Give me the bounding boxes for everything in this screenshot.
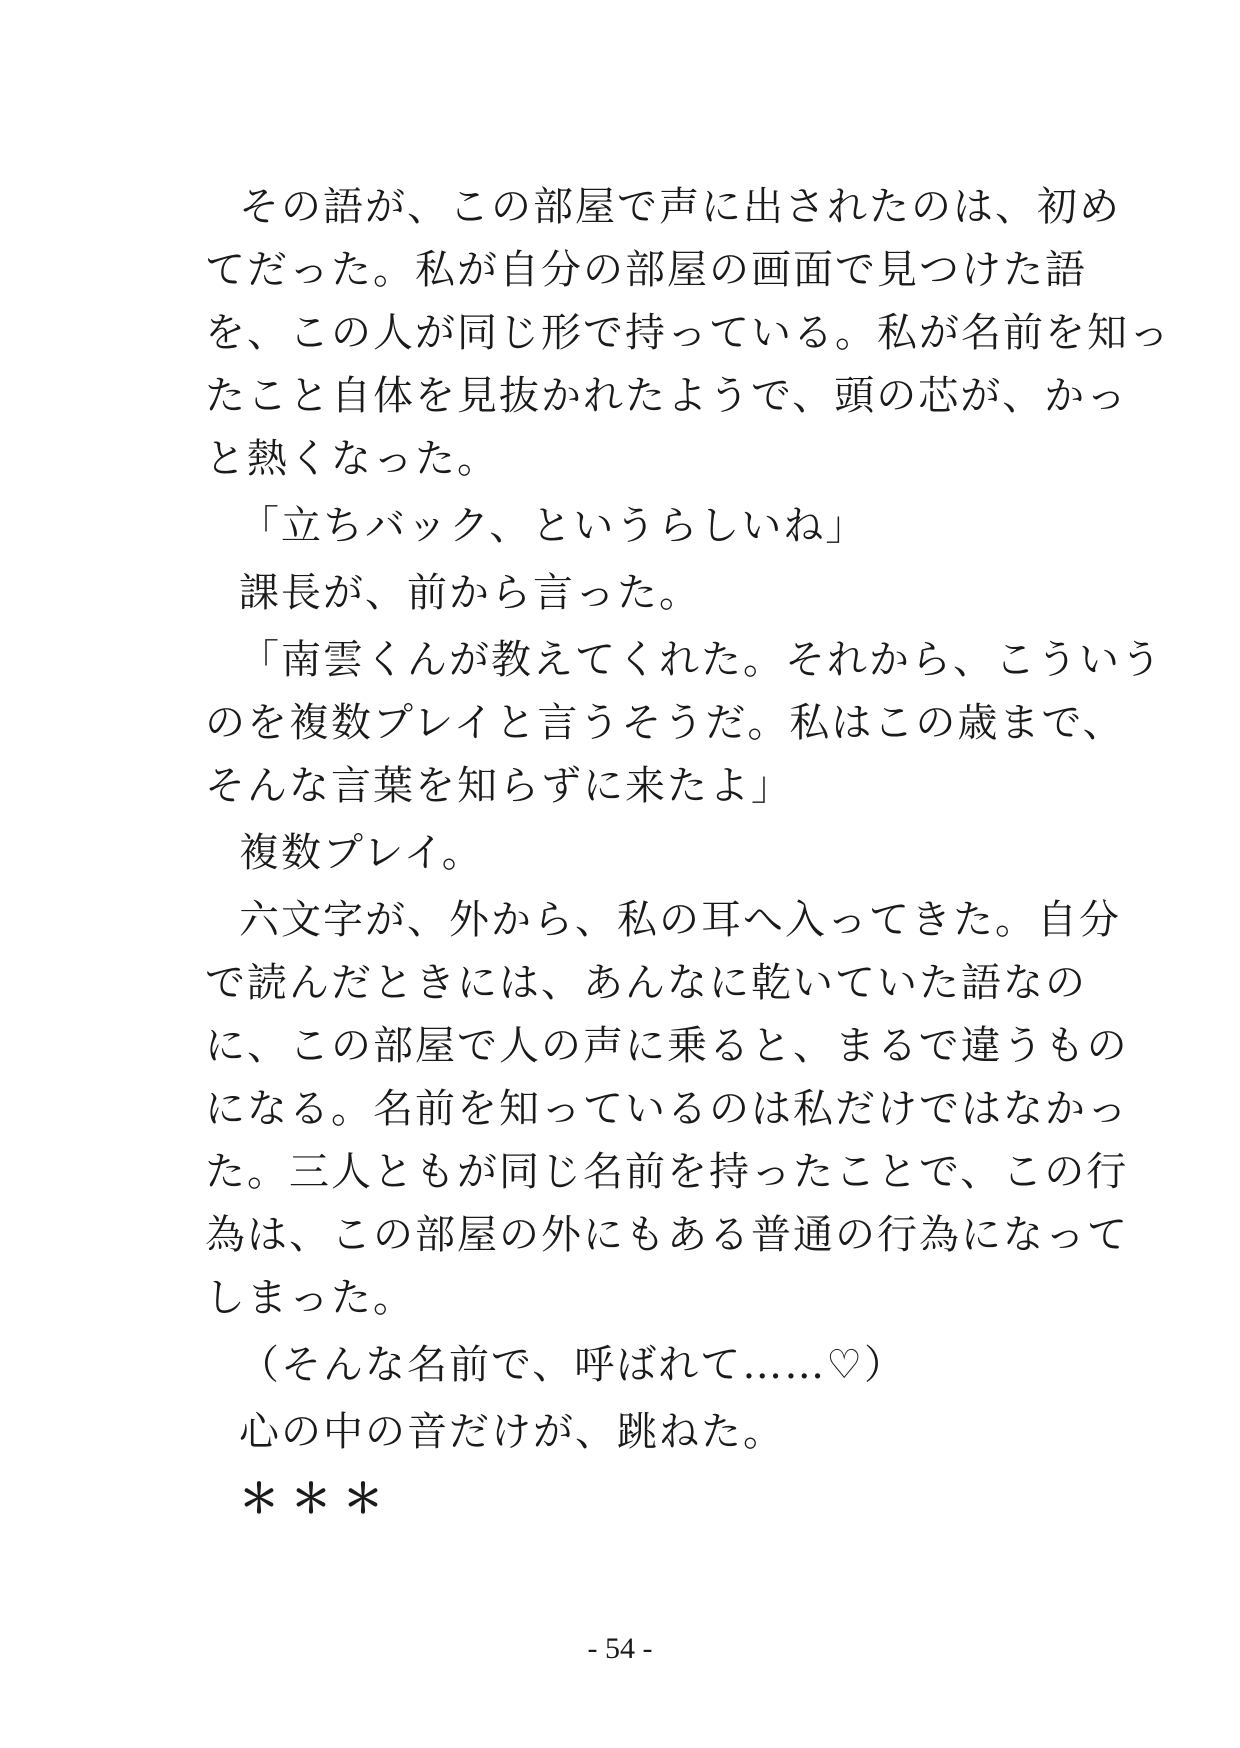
scene-break-asterisks: ＊＊＊ [239,1476,395,1522]
text-line: 心の中の音だけが、跳ねた。 [239,1409,785,1455]
text-line: てだった。私が自分の部屋の画面で見つけた語 [205,247,1087,293]
paragraph [205,176,1171,491]
text-line: に、この部屋で人の声に乗ると、まるで違うもの [205,1023,1129,1069]
text-line: 「立ちバック、というらしいね」 [239,503,868,549]
text-line: しまった。 [205,1275,415,1321]
inner-thought-paragraph [205,1334,1055,1397]
text-line: になる。名前を知っているのは私だけではなかっ [205,1086,1129,1132]
text-line: を、この人が同じ形で持っている。私が名前を知っ [205,310,1171,356]
text-line: と熱くなった。 [205,436,499,482]
text-line: た。三人ともが同じ名前を持ったことで、この行 [205,1149,1129,1195]
text-line: たこと自体を見抜かれたようで、頭の芯が、かっ [205,373,1129,419]
text-line: のを複数プレイと言うそうだ。私はこの歳まで、 [205,700,1125,746]
text-line: そんな言葉を知らずに来たよ」 [205,763,793,809]
text-line: （そんな名前で、呼ばれて……♡） [239,1342,907,1388]
paragraph [205,889,1129,1330]
paragraph [205,562,1055,625]
text-line: 為は、この部屋の外にもある普通の行為になって [205,1212,1129,1258]
dialogue-paragraph [205,495,1055,558]
page-number: - 54 - [587,1632,653,1665]
text-line: その語が、この部屋で声に出されたのは、初め [239,184,1121,230]
body-text [205,176,1171,1535]
paragraph [205,1401,1055,1464]
scene-break [205,1468,1055,1531]
dialogue-paragraph [205,629,1163,818]
paragraph [205,822,1055,885]
text-line: 複数プレイ。 [239,830,484,876]
text-line: 「南雲くんが教えてくれた。それから、こういう [239,637,1163,683]
text-line: で読んだときには、あんなに乾いていた語なの [205,960,1087,1006]
text-line: 課長が、前から言った。 [239,570,701,616]
text-line: 六文字が、外から、私の耳へ入ってきた。自分 [239,897,1121,943]
